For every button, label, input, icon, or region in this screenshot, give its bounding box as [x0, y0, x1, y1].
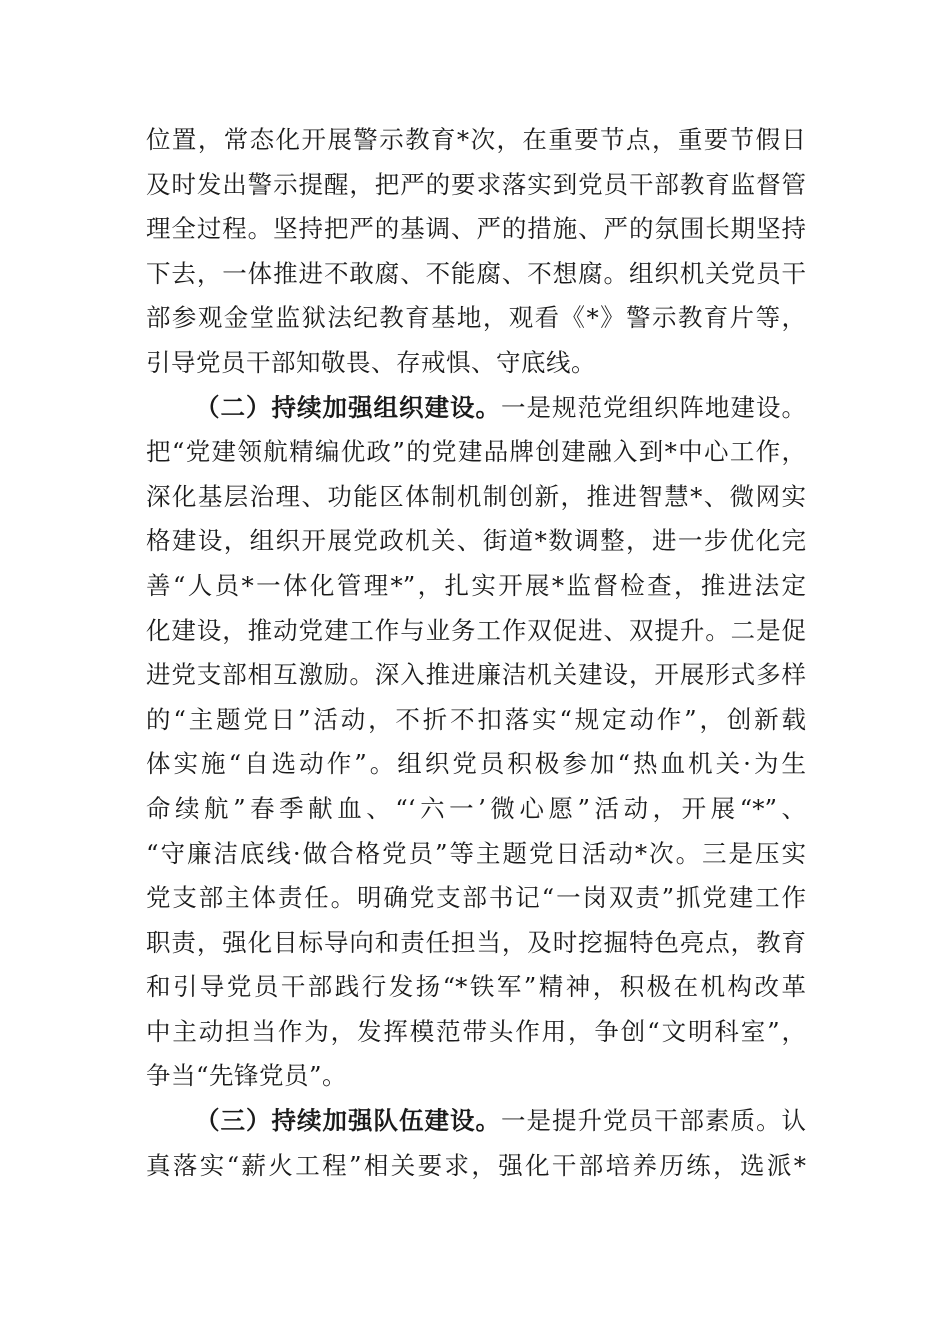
text-line: 中主动担当作为，发挥模范带头作用，争创“文明科室”， [146, 1016, 806, 1046]
text-run: 一是提升党员干部素质。认 [501, 1106, 806, 1136]
text-line: 下去，一体推进不敢腐、不能腐、不想腐。组织机关党员干 [146, 258, 806, 288]
text-line: 进党支部相互激励。深入推进廉洁机关建设，开展形式多样 [146, 660, 806, 690]
text-line: 体实施“自选动作”。组织党员积极参加“热血机关·为生 [146, 749, 806, 779]
section-heading: （二）持续加强组织建设。 [195, 392, 501, 422]
text-line: 的“主题党日”活动，不折不扣落实“规定动作”，创新载 [146, 704, 806, 734]
text-line: 善“人员*一体化管理*”，扎实开展*监督检查，推进法定 [146, 570, 806, 600]
document-body [146, 118, 806, 1188]
section-heading: （三）持续加强队伍建设。 [195, 1106, 501, 1136]
text-line: 和引导党员干部践行发扬“*铁军”精神，积极在机构改革 [146, 972, 806, 1002]
text-line [146, 1099, 806, 1144]
text-line: 位置，常态化开展警示教育*次，在重要节点，重要节假日 [146, 125, 806, 154]
text-line: 职责，强化目标导向和责任担当，及时挖掘特色亮点，教育 [146, 927, 806, 957]
text-line: 把“党建领航精编优政”的党建品牌创建融入到*中心工作， [146, 437, 806, 467]
text-line: 深化基层治理、功能区体制机制创新，推进智慧*、微网实 [146, 481, 806, 511]
text-line: 格建设，组织开展党政机关、街道*数调整，进一步优化完 [146, 526, 806, 556]
text-line [146, 386, 806, 431]
text-line: 化建设，推动党建工作与业务工作双促进、双提升。二是促 [146, 615, 806, 645]
text-line: 引导党员干部知敬畏、存戒惧、守底线。 [146, 347, 596, 377]
paragraph-organization-building [146, 386, 806, 1100]
text-run: 一是规范党组织阵地建设。 [501, 392, 806, 422]
text-line: 党支部主体责任。明确党支部书记“一岗双责”抓党建工作 [146, 883, 806, 913]
text-line: 命续航”春季献血、“‘六一’微心愿”活动，开展“*”、 [146, 793, 806, 823]
text-line: 真落实“薪火工程”相关要求，强化干部培养历练，选派* [146, 1150, 806, 1180]
text-line: 部参观金堂监狱法纪教育基地，观看《*》警示教育片等， [146, 303, 806, 333]
paragraph-warning-education [146, 118, 806, 386]
text-line: “守廉洁底线·做合格党员”等主题党日活动*次。三是压实 [146, 838, 806, 868]
text-line: 争当“先锋党员”。 [146, 1061, 348, 1091]
paragraph-team-building [146, 1099, 806, 1188]
text-line: 及时发出警示提醒，把严的要求落实到党员干部教育监督管 [146, 169, 806, 199]
text-line: 理全过程。坚持把严的基调、严的措施、严的氛围长期坚持 [146, 214, 806, 244]
